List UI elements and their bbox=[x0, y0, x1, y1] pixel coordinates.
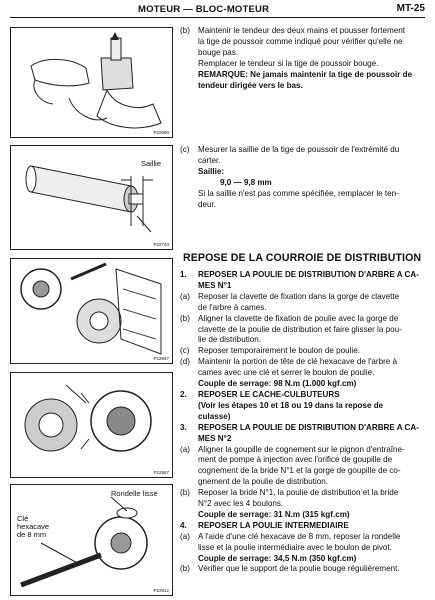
step-marker: (c) bbox=[180, 145, 190, 154]
item-marker: (a) bbox=[180, 291, 190, 301]
figure-code: P22867 bbox=[153, 470, 169, 475]
text-line: REPOSER LA POULIE INTERMEDIAIRE bbox=[198, 520, 349, 530]
text-line: lie de distribution. bbox=[198, 335, 261, 345]
label-hexacave: hexacave bbox=[17, 522, 50, 531]
text-line: ment de pompe à injection avec l'orifice de goupille de bbox=[198, 455, 393, 465]
text-line: Maintenir la portion de tête de clé hexacave de l'arbre à bbox=[198, 357, 398, 367]
text-line: Reposer la clavette de fixation dans la gorge de clavette bbox=[198, 291, 400, 301]
text-line: REPOSER LE CACHE-CULBUTEURS bbox=[198, 389, 340, 399]
item-marker: 4. bbox=[180, 520, 187, 530]
text-line: la tige de poussoir comme indiqué pour vérifier qu'elle ne bbox=[198, 36, 403, 46]
item-marker: (a) bbox=[180, 531, 190, 541]
label-rondelle-lisse: Rondelle lisse bbox=[111, 489, 158, 498]
item-marker: (a) bbox=[180, 444, 190, 454]
step-marker: (b) bbox=[180, 26, 190, 35]
page-header bbox=[0, 0, 435, 20]
text-line: MES N°2 bbox=[198, 433, 232, 443]
text-line: N°2 avec les 4 boulons. bbox=[198, 499, 284, 509]
item-marker: 3. bbox=[180, 422, 187, 432]
figure-code: P22947 bbox=[153, 356, 169, 361]
item-marker: (b) bbox=[180, 564, 190, 574]
text-line: Aligner la clavette de fixation de poulie avec la gorge de bbox=[198, 313, 399, 323]
item-marker: (d) bbox=[180, 357, 190, 367]
text-line: Remplacer le tendeur si la tige de poussoir bouge. bbox=[198, 58, 379, 68]
text-line: gnement de la poulie de distribution. bbox=[198, 477, 329, 487]
text-line: REPOSER LA POULIE DE DISTRIBUTION D'ARBRE A CA- bbox=[198, 270, 419, 279]
label-8mm: de 8 mm bbox=[17, 530, 47, 539]
figure-code: P22690 bbox=[153, 130, 169, 135]
text-line: carter. bbox=[198, 155, 221, 165]
text-line: Maintenir le tendeur des deux mains et pousser fortement bbox=[198, 26, 405, 35]
header-rule bbox=[10, 17, 425, 18]
figure-injection-pulley bbox=[10, 372, 173, 478]
section-body bbox=[180, 270, 428, 575]
item-marker: (b) bbox=[180, 313, 190, 323]
text-line: Reposer la bride N°1, la poulie de distribution et la bride bbox=[198, 488, 399, 498]
text-line: bouge pas. bbox=[198, 47, 239, 57]
idler-pulley-illustration bbox=[11, 485, 172, 595]
text-line: REPOSER LA POULIE DE DISTRIBUTION D'ARBRE A CA- bbox=[198, 422, 419, 432]
torque-line: Couple de serrage: 98 N.m (1.000 kgf.cm) bbox=[198, 379, 357, 389]
item-marker bbox=[180, 510, 198, 521]
saillie-value: 9,0 — 9,8 mm bbox=[220, 177, 272, 187]
page-number: MT-25 bbox=[396, 3, 425, 14]
item-marker bbox=[180, 554, 198, 565]
text-line: Aligner la goupille de cognement sur le pignon d'entraîne- bbox=[198, 444, 405, 454]
item-1 bbox=[180, 270, 428, 575]
figure-protrusion bbox=[10, 145, 173, 250]
figure-code: P22812 bbox=[153, 588, 169, 593]
header-title: MOTEUR — BLOC-MOTEUR bbox=[138, 4, 270, 15]
text-line: clavette de la poulie de distribution et faire glisser la pou- bbox=[198, 324, 402, 334]
item-marker: (c) bbox=[180, 346, 190, 356]
item-marker bbox=[180, 379, 198, 390]
remarque-line: tendeur dirigée vers le bas. bbox=[198, 80, 303, 90]
text-line: Mesurer la saillie de la tige de poussoir de l'extrémité du bbox=[198, 145, 400, 154]
text-line: de l'arbre à cames. bbox=[198, 302, 267, 312]
torque-line: Couple de serrage: 34,5 N.m (350 kgf.cm) bbox=[198, 553, 357, 563]
text-line: deur. bbox=[198, 199, 217, 209]
text-line: A l'aide d'une clé hexacave de 8 mm, reposer la rondelle bbox=[198, 531, 401, 541]
torque-line: Couple de serrage: 31 N.m (315 kgf.cm) bbox=[198, 509, 350, 519]
step-c-text bbox=[198, 145, 428, 210]
item-marker: 2. bbox=[180, 389, 187, 399]
figure-idler-pulley bbox=[10, 484, 173, 596]
injection-pump-pulley-illustration bbox=[11, 373, 172, 477]
text-line: MES N°1 bbox=[198, 280, 232, 290]
figure-tensioner-push bbox=[10, 27, 173, 138]
step-b-text bbox=[198, 26, 428, 91]
label-saillie: Saillie bbox=[141, 159, 162, 168]
figure-code: P22743 bbox=[153, 242, 169, 247]
text-line: (Voir les étapes 10 et 18 ou 19 dans la repose de bbox=[198, 400, 384, 410]
text-line: cames avec une clé et serrer le boulon de poulie. bbox=[198, 368, 375, 378]
item-marker: (b) bbox=[180, 488, 190, 498]
text-line: Si la saillie n'est pas comme spécifiée, remplacer le ten- bbox=[198, 188, 399, 198]
text-line: Reposer temporairement le boulon de poulie. bbox=[198, 346, 360, 356]
tensioner-push-illustration bbox=[11, 28, 172, 137]
item-marker: 1. bbox=[180, 270, 187, 279]
section-title: REPOSE DE LA COURROIE DE DISTRIBUTION bbox=[183, 252, 422, 264]
figure-camshaft-pulley bbox=[10, 258, 173, 364]
text-line: Vérifier que le support de la poulie bouge régulièrement. bbox=[198, 564, 400, 574]
remarque-line: REMARQUE: Ne jamais maintenir la tige de poussoir de bbox=[198, 69, 413, 79]
label-cle: Clé bbox=[17, 514, 29, 523]
text-line: cognement de la bride N°1 et la gorge de goupille de co- bbox=[198, 466, 401, 476]
camshaft-pulley-illustration bbox=[11, 259, 172, 363]
text-line: lisse et la poulie intermédiaire avec le boulon de pivot. bbox=[198, 542, 392, 552]
text-line: culasse) bbox=[198, 411, 231, 421]
saillie-label: Saillie: bbox=[198, 166, 225, 176]
